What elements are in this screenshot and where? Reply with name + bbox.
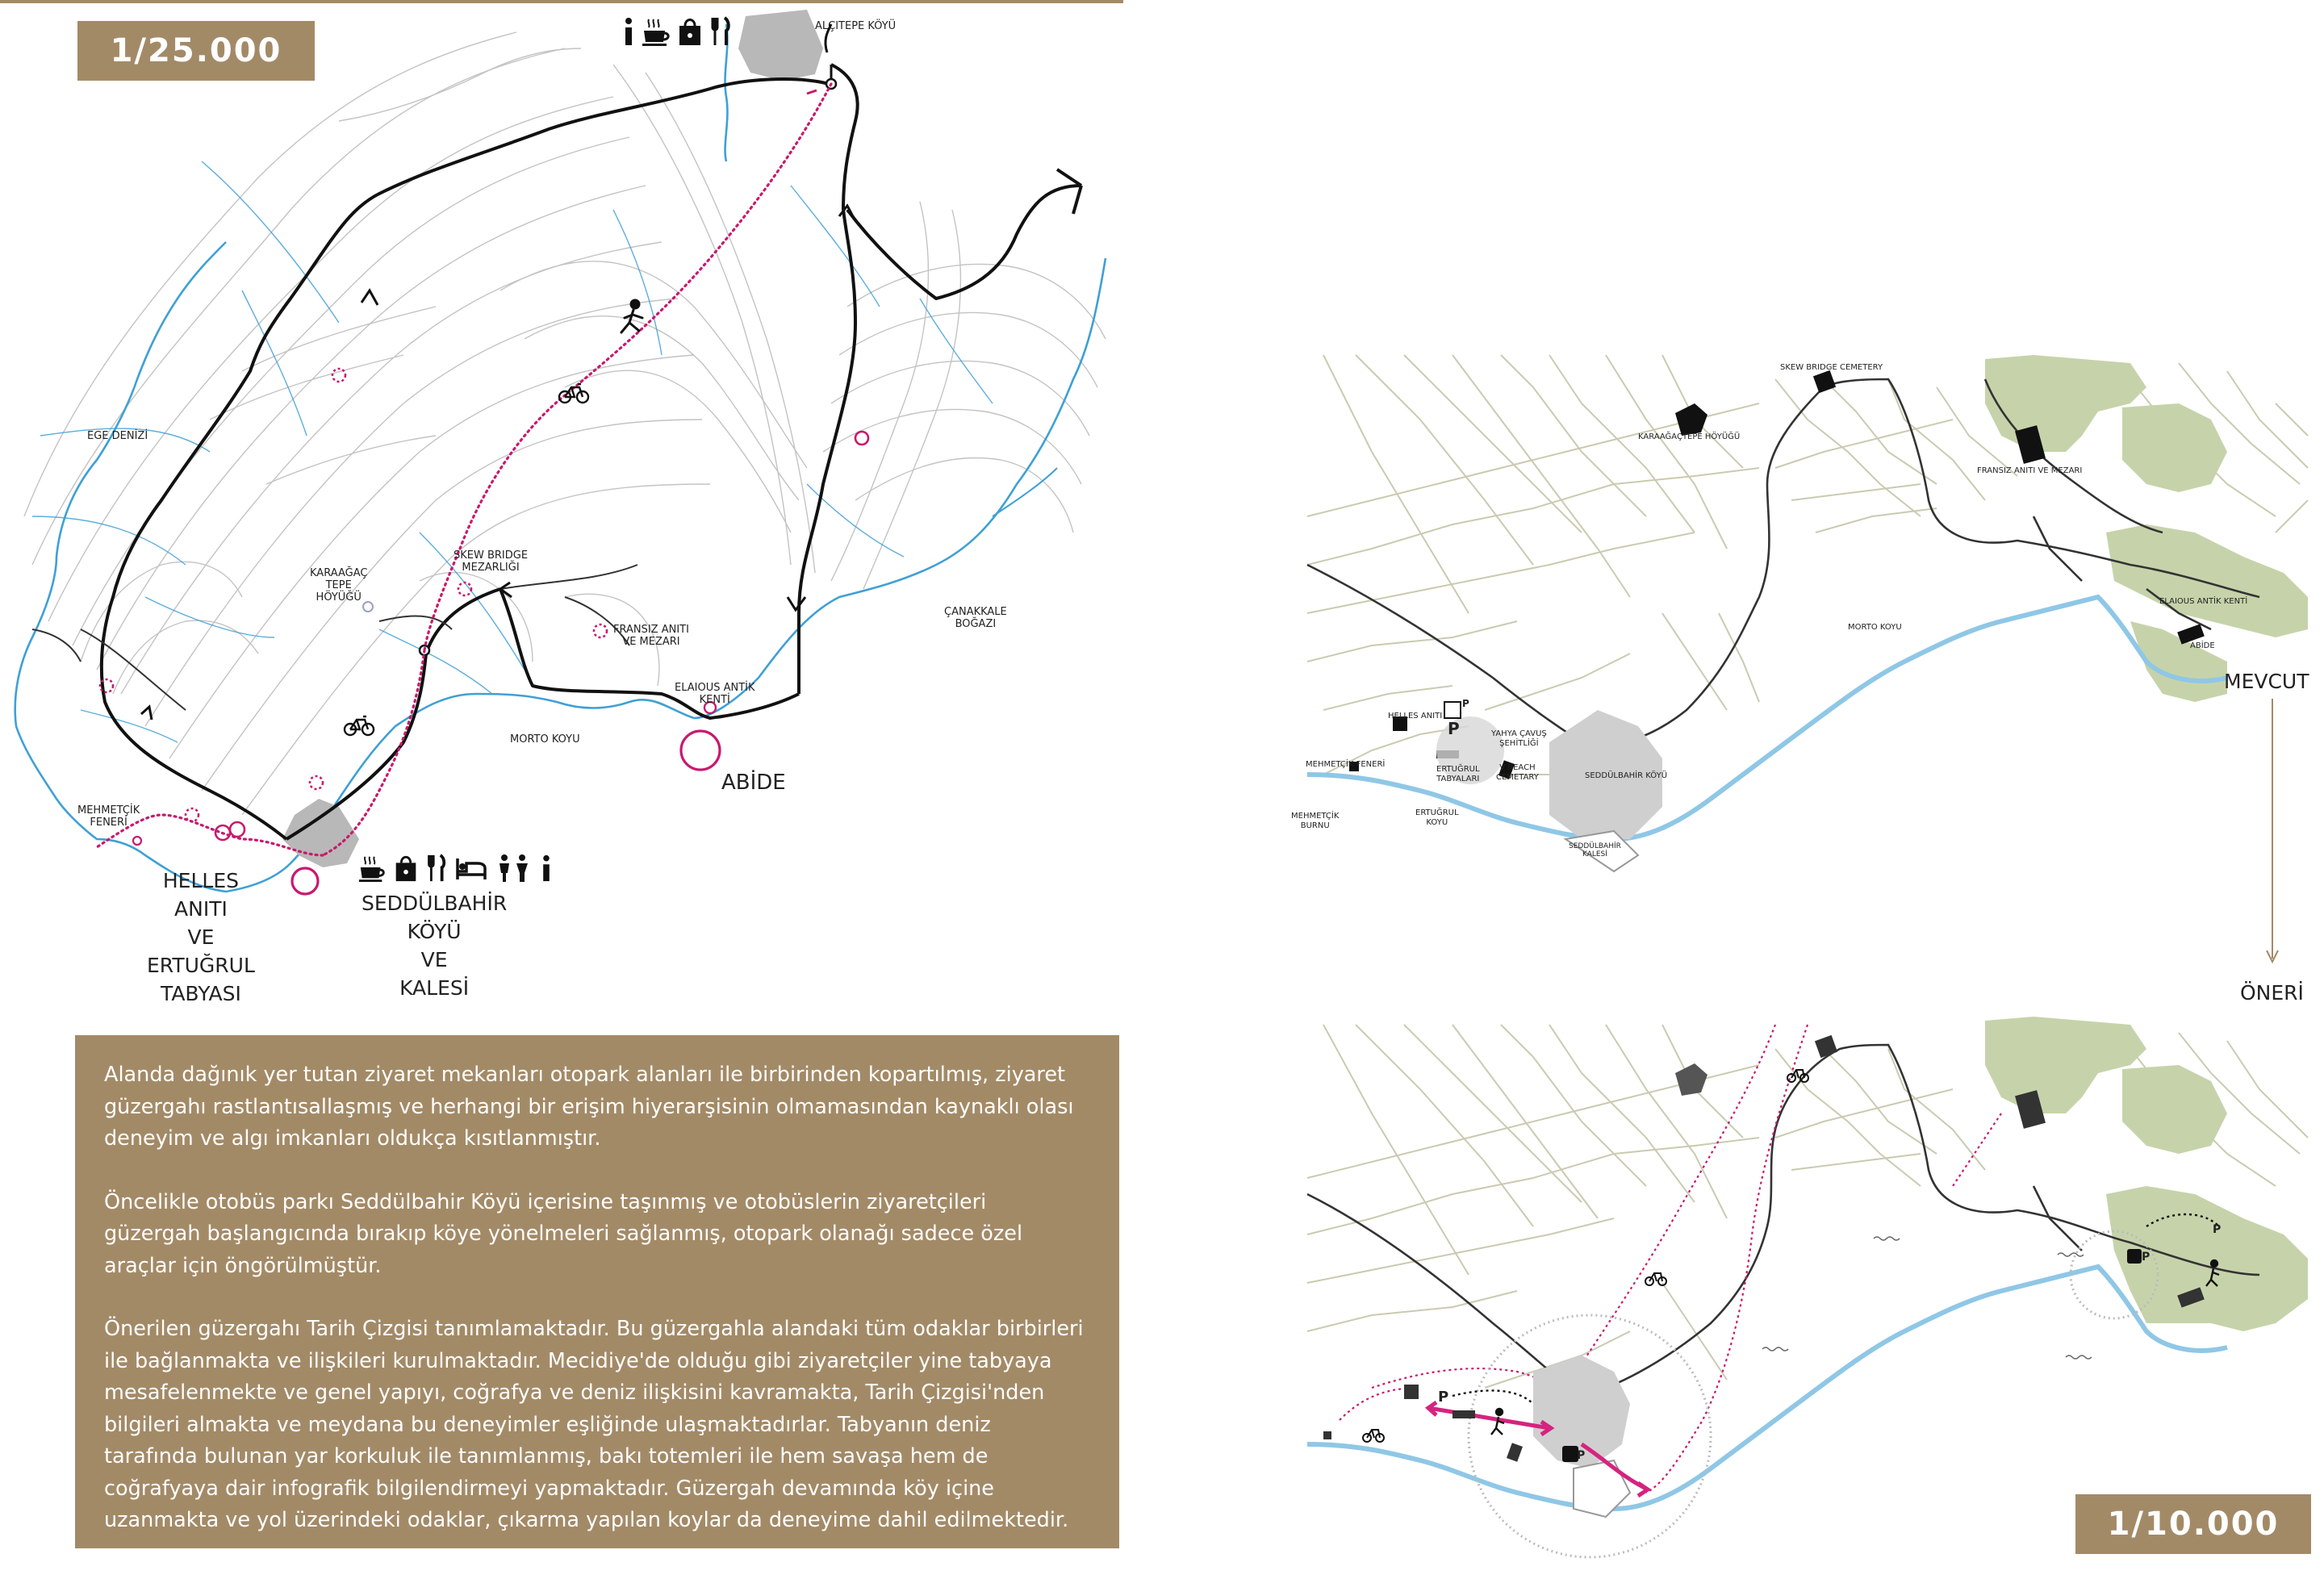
oneri-mehmetcik-marker [1323, 1431, 1331, 1439]
label-elaious: ELAIOUS ANTİK KENTİ [675, 682, 755, 706]
mevcut-bus-parking-label: P [1462, 698, 1469, 709]
mevcut-label-elaious: ELAIOUS ANTİK KENTİ [2159, 597, 2248, 606]
mevcut-label-vbeach: V BEACH CEMETARY [1496, 763, 1539, 782]
oneri-tabya-marker [1452, 1410, 1475, 1418]
label-mehmetcik-feneri: MEHMETÇİK FENERİ [77, 804, 140, 829]
mevcut-label-yahya: YAHYA ÇAVUŞ ŞEHİTLİĞİ [1491, 729, 1547, 748]
label-canakkale-bogazi: ÇANAKKALE BOĞAZI [944, 606, 1007, 630]
panel-title-oneri: ÖNERİ [2240, 981, 2304, 1005]
label-seddulbahir: SEDDÜLBAHİR KÖYÜ VE KALESİ [362, 892, 508, 1000]
description-paragraph-3: Önerilen güzergahı Tarih Çizgisi tanımlamaktadır. Bu güzergahla alandaki tüm odaklar birbirleri ile bağlanmakta ve ilişkileri kurulmaktadır. Mecidiye'de olduğu gibi ziyaretçiler yine tabyaya mesafelenmekte ve genel yapıyı, coğrafya ve deniz ilişkisini kavramakta, Tarih Çizgisi'nden bilgileri almakta ve meydana bu deneyimler eşliğinde ulaşmaktadırlar. Tabyanın deniz tarafında bulunan yar korkuluk ile tanımlanmış, bakı totemleri ile hem savaşa hem de coğrafyaya dair infografik bilgilendirmeyi yapmaktadır. Güzergah devamında köy içine uzanmakta ve yol üzerindeki odaklar, çıkarma yapılan koylar da deneyime dahil edilmektedir. [104, 1317, 1084, 1532]
mevcut-label-kale: SEDDÜLBAHİR KALESİ [1569, 842, 1621, 859]
label-morto-koyu: MORTO KOYU [510, 733, 580, 746]
label-abide: ABİDE [721, 771, 786, 795]
label-skew-bridge: SKEW BRIDGE MEZARLIĞI [454, 549, 529, 574]
label-karaagac: KARAAĞAÇ TEPE HÖYÜĞÜ [310, 567, 368, 604]
mevcut-parking-label: P [1448, 719, 1460, 738]
oneri-parking-label-1: P [1438, 1389, 1449, 1406]
oneri-parking-label-4: P [2142, 1251, 2151, 1264]
mevcut-label-helles: HELLES ANITI [1388, 712, 1443, 721]
oneri-helles-marker [1404, 1385, 1419, 1399]
mevcut-label-mehmetcik-burnu: MEHMETÇİK BURNU [1291, 812, 1340, 830]
oneri-bus-marker [1562, 1446, 1578, 1462]
oneri-skew-marker [1815, 1035, 1837, 1058]
mevcut-label-abide: ABİDE [2190, 641, 2215, 650]
label-helles-aniti: HELLES ANITI VE ERTUĞRUL TABYASI [147, 869, 255, 1005]
mevcut-label-mehmetcik-feneri: MEHMETÇİK FENERİ [1306, 760, 1386, 769]
oneri-karaagac-marker [1675, 1063, 1707, 1096]
oneri-wave-marks [1762, 1237, 2092, 1359]
oneri-vbeach-marker [1507, 1443, 1523, 1462]
oneri-parking-label-2: P [1577, 1449, 1586, 1462]
oneri-coast [1307, 1267, 2227, 1509]
mevcut-label-ertugrul-koyu: ERTUĞRUL KOYU [1415, 808, 1459, 827]
mevcut-label-fransiz: FRANSIZ ANITI VE MEZARI [1977, 466, 2083, 475]
scale-badge-main: 1/25.000 [77, 21, 315, 81]
mevcut-label-seddulbahir: SEDDÜLBAHİR KÖYÜ [1585, 771, 1668, 780]
description-box [75, 1035, 1119, 1548]
oneri-parking-label-3: P [2213, 1223, 2222, 1236]
label-fransiz: FRANSIZ ANITI VE MEZARI [613, 624, 689, 648]
oneri-village [1533, 1356, 1630, 1517]
mevcut-label-ertugrul-tabya: ERTUĞRUL TABYALARI [1436, 765, 1480, 783]
label-ege-denizi: EGE DENİZİ [87, 430, 148, 442]
scale-badge-detail: 1/10.000 [2075, 1494, 2311, 1554]
label-alcitepe: ALÇITEPE KÖYÜ [815, 20, 897, 32]
description-paragraph-2: Öncelikle otobüs parkı Seddülbahir Köyü içerisine taşınmış ve otobüslerin ziyaretçileri güzergah başlangıcında bırakıp köye yönelmeleri sağlanmış, otopark olanağı sadece özel araçlar için öngörülmüştür. [104, 1189, 1023, 1278]
mevcut-label-karaagac: KARAAĞAÇTEPE HÖYÜĞÜ [1638, 432, 1741, 441]
panel-title-mevcut: MEVCUT [2224, 670, 2309, 693]
mevcut-label-morto: MORTO KOYU [1848, 623, 1902, 632]
description-paragraph-1: Alanda dağınık yer tutan ziyaret mekanları otopark alanları ile birbirinden kopartılmış, ziyaret güzergahı rastlantısallaşmış ve herhangi bir erişim hiyerarşisinin olmamasından kaynaklı olası deneyim ve algı imkanları oldukça kısıtlanmıştır. [104, 1063, 1074, 1151]
oneri-proposed-trail [1340, 1025, 2001, 1493]
oneri-elaious-bus-marker [2127, 1249, 2142, 1264]
mevcut-label-skew: SKEW BRIDGE CEMETERY [1780, 363, 1883, 372]
